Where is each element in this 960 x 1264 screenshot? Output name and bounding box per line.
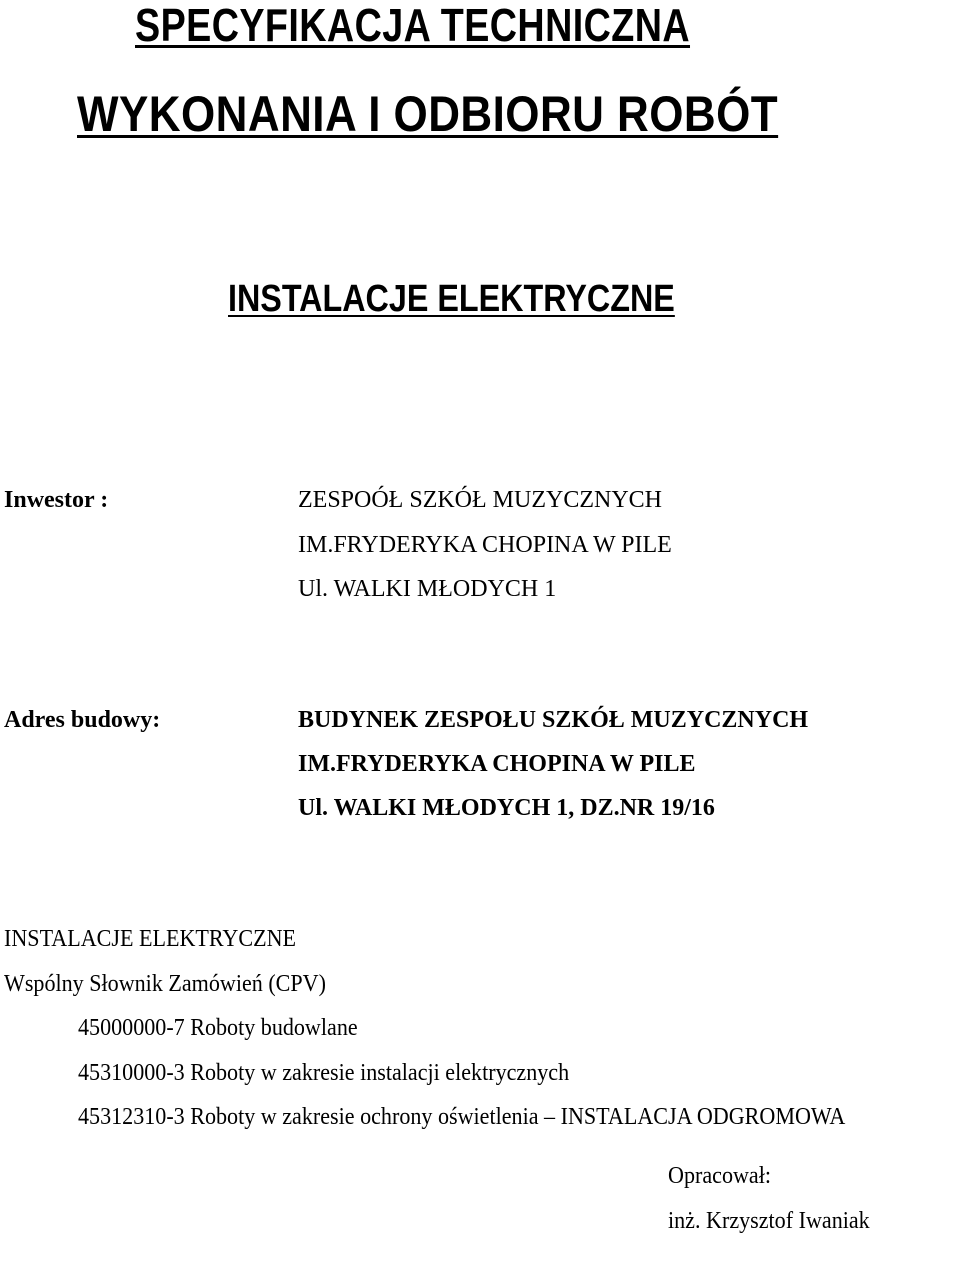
document-title-line-2: WYKONANIA I ODBIORU ROBÓT xyxy=(77,86,779,142)
site-address-line-2: IM.FRYDERYKA CHOPINA W PILE xyxy=(298,751,696,777)
cpv-item: 45310000-3 Roboty w zakresie instalacji elektrycznych xyxy=(78,1060,570,1086)
cpv-item: 45000000-7 Roboty budowlane xyxy=(78,1015,358,1041)
site-address-label: Adres budowy: xyxy=(4,707,161,733)
prepared-by-name: inż. Krzysztof Iwaniak xyxy=(668,1208,870,1234)
document-subtitle: INSTALACJE ELEKTRYCZNE xyxy=(228,278,675,320)
site-address-line-3: Ul. WALKI MŁODYCH 1, DZ.NR 19/16 xyxy=(298,795,715,821)
document-title-line-1: SPECYFIKACJA TECHNICZNA xyxy=(135,0,691,51)
cpv-item: 45312310-3 Roboty w zakresie ochrony oświetlenia – INSTALACJA ODGROMOWA xyxy=(78,1104,846,1130)
section-title: INSTALACJE ELEKTRYCZNE xyxy=(4,926,296,952)
investor-line-2: IM.FRYDERYKA CHOPINA W PILE xyxy=(298,532,672,558)
investor-label: Inwestor : xyxy=(4,487,109,513)
site-address-line-1: BUDYNEK ZESPOŁU SZKÓŁ MUZYCZNYCH xyxy=(298,707,809,733)
investor-line-3: Ul. WALKI MŁODYCH 1 xyxy=(298,576,557,602)
cpv-title: Wspólny Słownik Zamówień (CPV) xyxy=(4,971,326,997)
prepared-by-label: Opracował: xyxy=(668,1163,771,1189)
investor-line-1: ZESPOÓŁ SZKÓŁ MUZYCZNYCH xyxy=(298,487,663,513)
